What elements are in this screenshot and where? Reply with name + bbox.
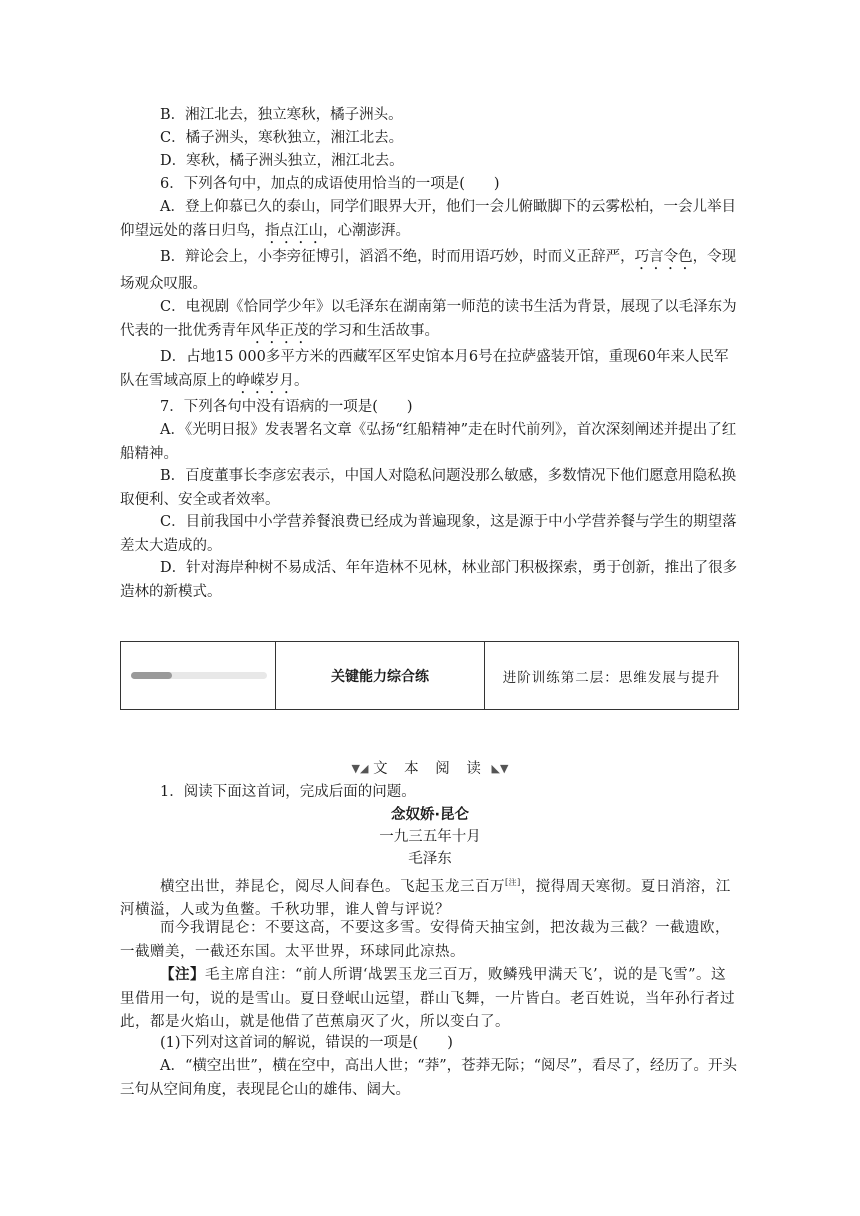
progress-bar-fill (131, 672, 172, 679)
q6-d-text: D．占地15 000多平方米的西藏军区军史馆本月6号在拉萨盛装开馆，重现60年来人民军队在雪域高原上的 (120, 349, 729, 389)
heading-right-triangle-icon: ◣▼ (491, 762, 509, 775)
q6-a-text: A．登上仰慕已久的泰山，同学们眼界大开，他们一会儿俯瞰脚下的云雾松柏，一会儿举目仰望远处的落日归鸟， (120, 199, 736, 239)
q7-option-b: B．百度董事长李彦宏表示，中国人对隐私问题没那么敏感，多数情况下他们愿意用隐私换取便利、安全或者效率。 (120, 468, 737, 508)
poem-note (120, 963, 740, 1035)
q7-option-a: A．《光明日报》发表署名文章《弘扬“红船精神”走在时代前列》，首次深刻阐述并提出了红船精神。 (120, 422, 737, 462)
note-text: 毛主席自注：“前人所谓‘战罢玉龙三百万，败鳞残甲满天飞’，说的是飞雪”。这里借用一句，说的是雪山。夏日登岷山远望，群山飞舞，一片皆白。老百姓说，当年孙行者过此，都是火焰山，就是他借了芭蕉扇灭了火，所以变白了。 (120, 967, 735, 1030)
q7-option-c: C．目前我国中小学营养餐浪费已经成为普遍现象，这是源于中小学营养餐与学生的期望落差太大造成的。 (120, 514, 737, 554)
q5-option-b: B．湘江北去，独立寒秋，橘子洲头。 (160, 107, 403, 123)
q6-option-a (120, 196, 740, 247)
q6-c-text: C．电视剧《恰同学少年》以毛泽东在湖南第一师范的读书生活为背景，展现了以毛泽东为代表的一批优秀青年 (120, 299, 737, 339)
poem-stanza-1 (120, 871, 740, 923)
q6-stem: 6．下列各句中，加点的成语使用恰当的一项是( ) (160, 176, 500, 192)
heading-left-triangle-icon: ▼◢ (351, 762, 369, 775)
q6-c-dotted-idiom: 风华正茂 (250, 322, 309, 339)
q6-b-text: B．辩论会上，小李旁征博引，滔滔不绝，时而用语巧妙，时而义正辞严， (160, 249, 635, 265)
q5-option-d: D．寒秋，橘子洲头独立，湘江北去。 (160, 153, 404, 169)
stanza-1-start: 横空出世，莽昆仑，阅尽人间春色。飞起玉龙三百万 (160, 878, 505, 895)
reading-sub1-option-a: A．“横空出世”，横在空中，高出人世；“莽”，苍莽无际；“阅尽”，看尽了，经历了。开头三句从空间角度，表现昆仑山的雄伟、阔大。 (120, 1058, 737, 1098)
q5-option-c: C．橘子洲头，寒秋独立，湘江北去。 (160, 130, 404, 146)
q6-d-dotted-idiom: 峥嵘岁月 (236, 372, 294, 389)
poem-stanza-2: 而今我谓昆仑：不要这高，不要这多雪。安得倚天抽宝剑，把汝裁为三截？一截遗欧，一截赠美，一截还东国。太平世界，环球同此凉热。 (120, 920, 730, 960)
section-heading (120, 758, 740, 780)
stanza-1-rest: ，搅得周天寒彻。夏日消溶，江河横溢，人或为鱼鳖。千秋功罪，谁人曾与评说？ (120, 878, 731, 919)
poem-date: 一九三五年十月 (379, 829, 481, 845)
banner-subtitle: 进阶训练第二层：思维发展与提升 (502, 669, 721, 686)
q7-stem: 7．下列各句中没有语病的一项是( ) (160, 399, 413, 415)
q6-d-tail: 。 (294, 372, 309, 389)
reading-sub1-stem: (1)下列对这首词的解说，错误的一项是( ) (160, 1035, 453, 1051)
banner-progress-cell (121, 642, 276, 709)
poem-author: 毛泽东 (408, 851, 452, 867)
section-title: 文 本 阅 读 (373, 761, 487, 777)
progress-bar (131, 672, 267, 679)
q6-b-dotted-idiom: 巧言令色 (634, 249, 693, 265)
q6-option-b (120, 246, 740, 297)
q6-a-tail: ，心潮澎湃。 (323, 222, 410, 239)
poem-title: 念奴娇·昆仑 (390, 807, 469, 823)
q6-b-tail: ，令现场观众叹服。 (120, 249, 737, 292)
reading-q1-stem: 1．阅读下面这首词，完成后面的问题。 (160, 784, 416, 800)
note-label: 【注】 (160, 966, 205, 983)
section-banner (120, 641, 739, 710)
banner-title: 关键能力综合练 (276, 642, 485, 709)
q7-option-d: D．针对海岸种树不易成活、年年造林不见林，林业部门积极探索，勇于创新，推出了很多造林的新模式。 (120, 560, 738, 600)
q6-a-dotted-idiom: 指点江山 (265, 222, 323, 239)
footnote-marker: [注] (505, 878, 521, 887)
q6-c-tail: 的学习和生活故事。 (308, 322, 439, 339)
q6-option-c (120, 296, 740, 347)
q6-option-d (120, 346, 740, 397)
